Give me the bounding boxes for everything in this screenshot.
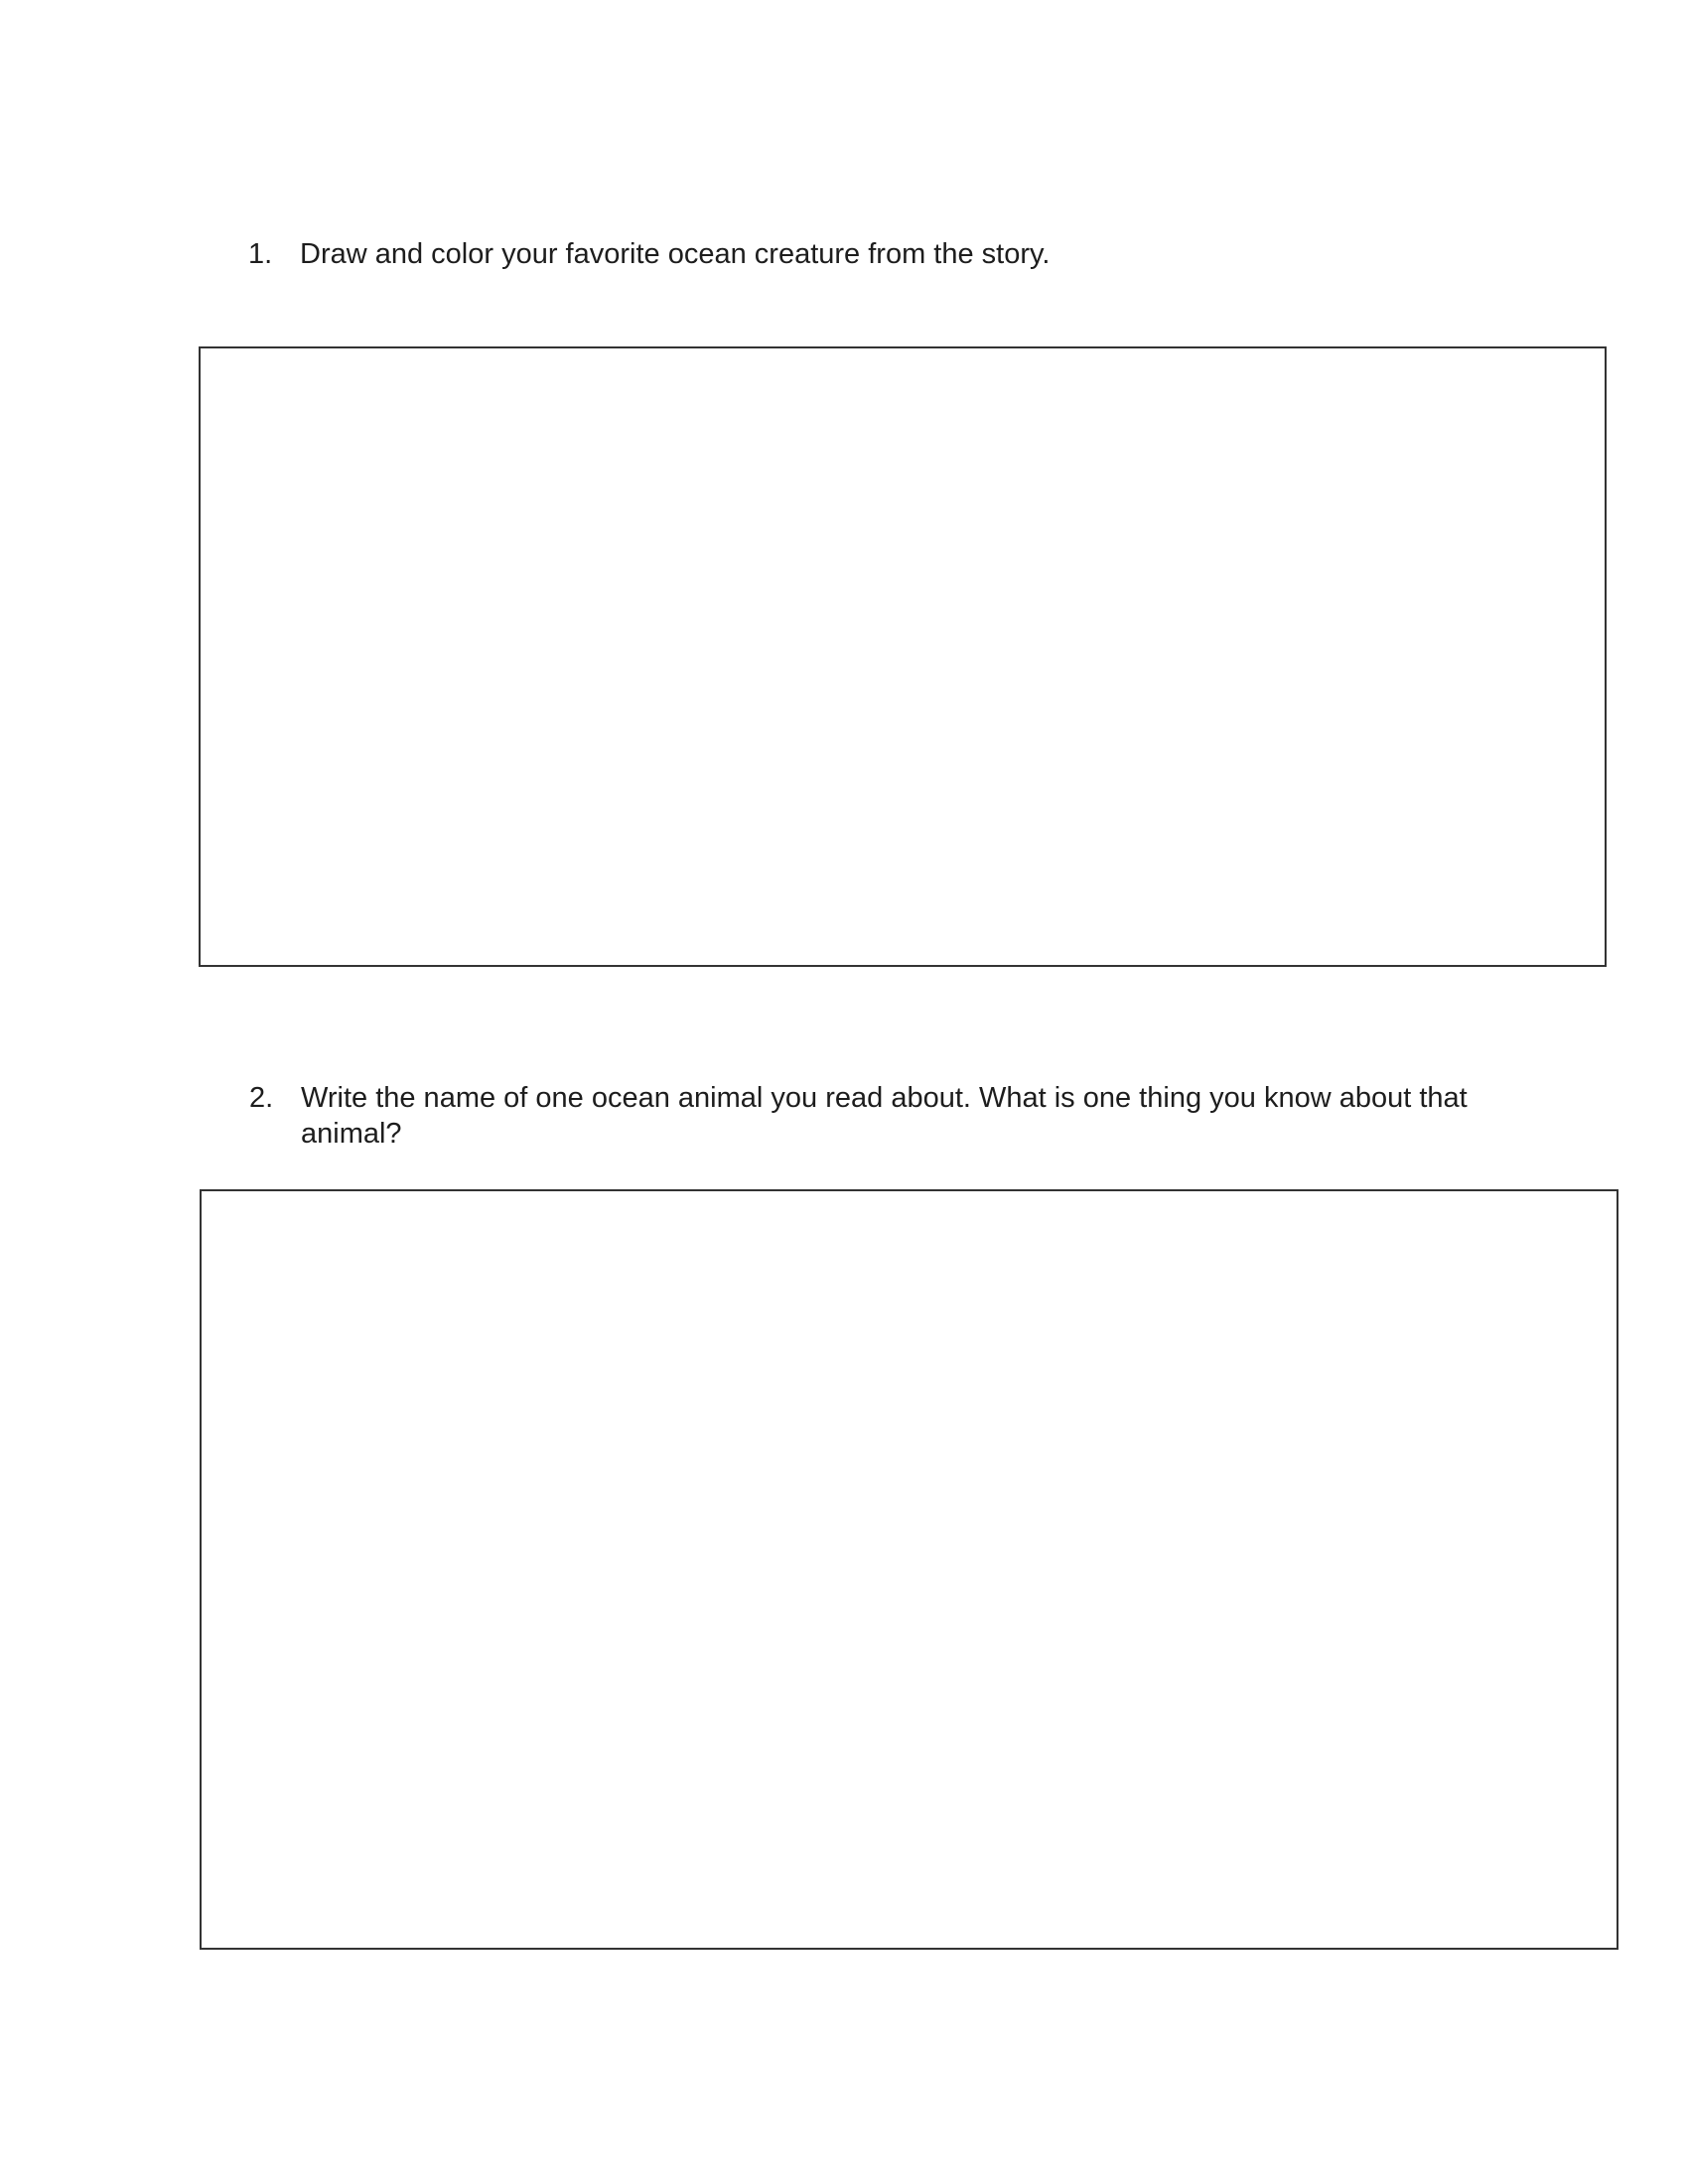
question-2-number: 2. (249, 1082, 274, 1114)
question-1-number: 1. (248, 238, 273, 270)
question-2-line-2: animal? (301, 1118, 402, 1150)
drawing-answer-box-question-1[interactable] (199, 346, 1607, 967)
question-2 (249, 1080, 1468, 1152)
writing-answer-box-question-2[interactable] (200, 1189, 1618, 1950)
question-2-line-1: Write the name of one ocean animal you read about. What is one thing you know about that (301, 1082, 1468, 1114)
question-1-line-1: Draw and color your favorite ocean creature from the story. (300, 238, 1051, 270)
question-1 (248, 236, 1050, 272)
question-1-text (300, 236, 1050, 272)
question-2-text (301, 1080, 1468, 1152)
